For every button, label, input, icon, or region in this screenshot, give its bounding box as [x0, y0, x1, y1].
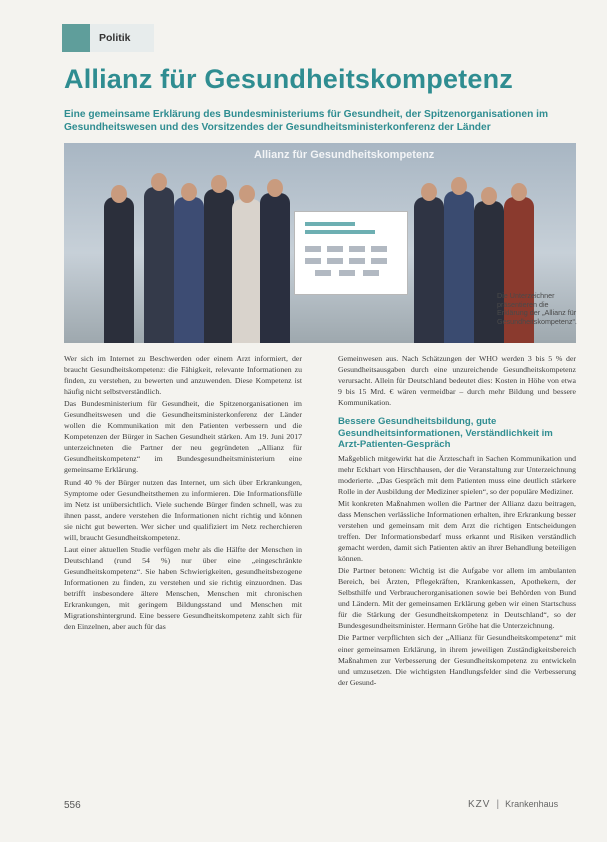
photo-banner-text: Allianz für Gesundheitskompetenz: [254, 149, 435, 161]
board-logo: [339, 270, 355, 276]
board-logo: [363, 270, 379, 276]
photo-person: [260, 193, 290, 343]
section-color-marker: [62, 24, 90, 52]
photo-person: [232, 199, 262, 343]
photo-person: [444, 191, 474, 343]
board-logo: [349, 258, 365, 264]
photo-person-head: [511, 183, 527, 201]
board-logo: [349, 246, 365, 252]
board-logo: [315, 270, 331, 276]
article-column-left: [64, 353, 302, 793]
photo-person: [174, 197, 204, 343]
photo-caption: Die Unterzeichner präsentieren die Erklärung der „Allianz für Gesundheitskompetenz“.: [497, 291, 577, 326]
photo-person-head: [181, 183, 197, 201]
photo-person-head: [481, 187, 497, 205]
section-label: Politik: [99, 32, 131, 44]
body-paragraph: Die Partner verpflichten sich der „Allianz für Gesundheitskompetenz“ mit einer gemeinsamen Erklärung, in ihrem jeweiligen Zuständigkeitsbereich Maßnahmen zur Verbesserung der Gesundheitskompetenz zu entwickeln und umzusetzen. Die wichtigsten Handlungsfelder sind die Verbesserung der Gesund-: [338, 633, 576, 687]
photo-person-head: [151, 173, 167, 191]
article-column-right: [338, 353, 576, 793]
publisher-b: Krankenhaus: [505, 799, 559, 809]
body-paragraph: Laut einer aktuellen Studie verfügen mehr als die Hälfte der Menschen in Deutschland (rund 54 %) nur über eine „eingeschränkte Gesundheitskompetenz“. Sie haben Schwierigkeiten, gesundheitsbezogene Informationen zu finden, zu verstehen und sie richtig einzuordnen. Das betrifft insbesondere ältere Menschen, Menschen mit chronischen Erkrankungen, mit geringem Bildungsstand und Menschen mit Migrationshintergrund. Eine bessere Gesundheitskompetenz zahlt sich für den Einzelnen, aber auch für das: [64, 544, 302, 632]
photo-person: [144, 187, 174, 343]
publisher-a: KZV: [468, 799, 491, 810]
photo-person-head: [421, 183, 437, 201]
board-text-line: [305, 222, 355, 226]
board-logo: [327, 246, 343, 252]
board-logo: [371, 258, 387, 264]
photo-person: [204, 189, 234, 343]
section-subheading: Bessere Gesundheitsbildung, gute Gesundheitsinformationen, Verständlichkeit im Arzt-Patienten-Gespräch: [338, 416, 553, 451]
photo-person: [414, 197, 444, 343]
body-paragraph: Das Bundesministerium für Gesundheit, die Spitzenorganisationen im Gesundheitswesen und die Gesundheitsministerkonferenz der Länder wollen die Kommunikation mit den Patienten verbessern und die Kompetenzen der Bürger in Sachen Gesundheit stärken. Am 19. Juni 2017 unterzeichneten die Partner der neu gegründeten „Allianz für Gesundheitskompetenz“ im Bundesgesundheitsministerium eine gemeinsame Erklärung.: [64, 399, 302, 475]
photo-person-head: [211, 175, 227, 193]
signed-declaration-board: [294, 211, 408, 295]
body-paragraph: Rund 40 % der Bürger nutzen das Internet, um sich über Erkrankungen, Symptome oder Gesundheitsthemen zu informieren. Die Informationsfülle im Netz ist unübersichtlich. Viele suchende Bürger finden schnell, was zu ihnen passt, andere verstehen die Informationen nicht richtig und können sie nicht gut bewerten. Wer sicher und qualifiziert im Netz recherchieren will, braucht Gesundheitskompetenz.: [64, 477, 302, 542]
photo-person-head: [267, 179, 283, 197]
photo-person-head: [111, 185, 127, 203]
article-subheadline: Eine gemeinsame Erklärung des Bundesministeriums für Gesundheit, der Spitzenorganisationen im Gesundheitswesen und des Vorsitzendes der Gesundheitsministerkonferenz der Länder: [64, 109, 549, 133]
board-text-line: [305, 230, 375, 234]
board-logo: [305, 258, 321, 264]
section-header: [62, 24, 154, 52]
body-paragraph: Gemeinwesen aus. Nach Schätzungen der WHO werden 3 bis 5 % der Gesundheitsausgaben durch eine unzureichende Gesundheitskompetenz verursacht. Allein für Deutschland bedeutet dies: Kosten in Höhe von etwa 9 bis 15 Mrd. € wären vermeidbar – durch mehr Bildung und bessere Kommunikation.: [338, 354, 576, 408]
body-paragraph: Maßgeblich mitgewirkt hat die Ärzteschaft in Sachen Kommunikation und mehr Eckhart von Hirschhausen, der die Veranstaltung zur Unterzeichnung moderierte. „Das Gespräch mit dem Patienten muss eine deutlich stärkere Rolle in der Ausbildung der Mediziner spielen“, so der populäre Mediziner.: [338, 453, 576, 496]
page-number: 556: [64, 800, 81, 811]
body-paragraph: Mit konkreten Maßnahmen wollen die Partner der Allianz dazu beitragen, dass Menschen verlässliche Informationen erhalten, ihre Erkrankung besser verstehen und gemeinsam mit dem Arzt die richtigen Entscheidungen treffen. Der Informationsbedarf muss erkannt und Risiken verständlich gemacht werden, damit sich Patienten aktiv an ihrer Behandlung beteiligen können.: [338, 498, 576, 564]
board-logo: [327, 258, 343, 264]
board-logo: [305, 246, 321, 252]
article-headline: Allianz für Gesundheitskompetenz: [64, 64, 513, 94]
photo-person-head: [239, 185, 255, 203]
logo-separator: |: [496, 799, 500, 810]
body-paragraph: Wer sich im Internet zu Beschwerden oder einem Arzt informiert, der braucht Gesundheitskompetenz: die Fähigkeit, relevante Informationen zu finden, zu verstehen, zu bewerten und anzuwenden. Diese Kompetenz ist häufig nicht selbstverständlich.: [64, 354, 302, 397]
photo-person-head: [451, 177, 467, 195]
board-logo: [371, 246, 387, 252]
photo-person: [104, 197, 134, 343]
body-paragraph: Die Partner betonen: Wichtig ist die Aufgabe vor allem im ambulanten Bereich, bei Ärzten, Pflegekräften, Krankenkassen, Apothekern, der Selbsthilfe und Verbraucherorganisationen sowie bei Behörden von Bund und Ländern. Mit der gemeinsamen Erklärung geben wir einen Startschuss für die Stärkung der Gesundheitskompetenz in Deutschland“, so der Bundesgesundheitsminister. Hermann Gröhe hat die Unterzeichnung.: [338, 566, 576, 631]
publisher-logo: [468, 799, 558, 810]
